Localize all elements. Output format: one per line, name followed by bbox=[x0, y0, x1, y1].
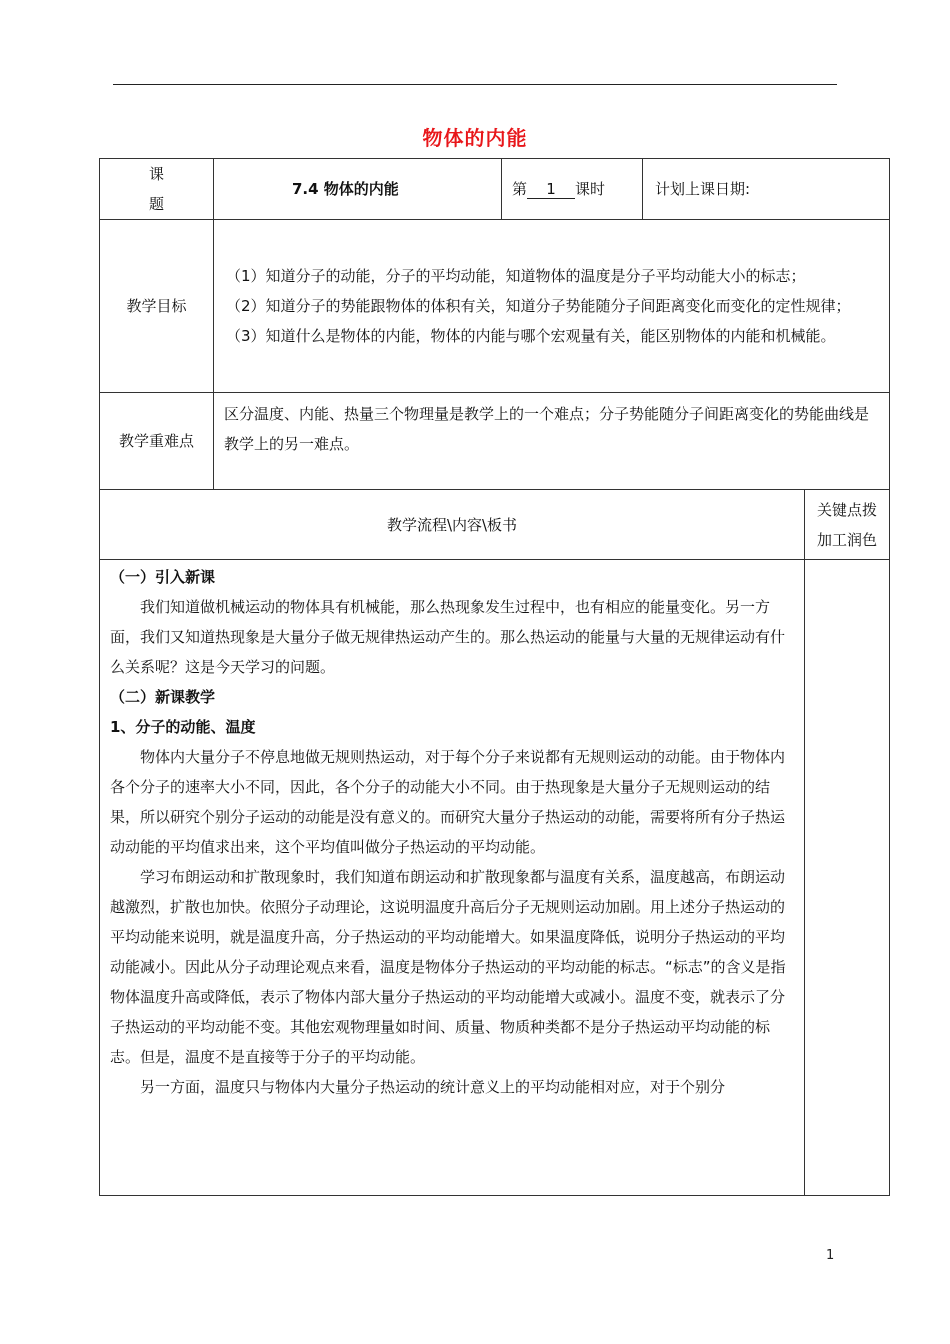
goals-row bbox=[100, 220, 890, 393]
difficulty-content: 区分温度、内能、热量三个物理量是教学上的一个难点；分子势能随分子间距离变化的势能曲线是教学上的另一难点。 bbox=[214, 393, 890, 490]
goal-item: （1）知道分子的动能，分子的平均动能，知道物体的温度是分子平均动能大小的标志； bbox=[226, 267, 806, 285]
subsection-title: 1、分子的动能、温度 bbox=[110, 718, 256, 736]
lesson-prefix: 第 bbox=[512, 180, 528, 198]
goals-label: 教学目标 bbox=[100, 220, 214, 393]
key-points-column bbox=[805, 560, 890, 1196]
flow-header: 教学流程\内容\板书 bbox=[100, 490, 805, 560]
lesson-number: 1 bbox=[527, 180, 575, 199]
topic-row bbox=[100, 159, 890, 220]
page-number: 1 bbox=[826, 1248, 835, 1263]
flow-header-row bbox=[100, 490, 890, 560]
paragraph: 另一方面，温度只与物体内大量分子热运动的统计意义上的平均动能相对应，对于个别分 bbox=[140, 1078, 726, 1096]
lesson-content bbox=[100, 560, 805, 1196]
content-row bbox=[100, 560, 890, 1196]
paragraph: 我们知道做机械运动的物体具有机械能，那么热现象发生过程中，也有相应的能量变化。另一方面，我们又知道热现象是大量分子做无规律热运动产生的。那么热运动的能量与大量的无规律运动有什么关系呢？这是今天学习的问题。 bbox=[110, 598, 786, 676]
goal-item: （3）知道什么是物体的内能，物体的内能与哪个宏观量有关，能区别物体的内能和机械能。 bbox=[226, 327, 836, 345]
topic-value: 7.4 物体的内能 bbox=[214, 159, 502, 220]
key-points-header bbox=[805, 490, 890, 560]
goals-content bbox=[214, 220, 890, 393]
section-title: （二）新课教学 bbox=[110, 688, 216, 706]
paragraph: 学习布朗运动和扩散现象时，我们知道布朗运动和扩散现象都与温度有关系，温度越高，布朗运动越激烈，扩散也加快。依照分子动理论，这说明温度升高后分子无规则运动加剧。用上述分子热运动的平均动能来说明，就是温度升高，分子热运动的平均动能增大。如果温度降低，说明分子热运动的平均动能减小。因此从分子动理论观点来看，温度是物体分子热运动的平均动能的标志。“标志”的含义是指物体温度升高或降低，表示了物体内部大量分子热运动的平均动能增大或减小。温度不变，就表示了分子热运动的平均动能不变。其他宏观物理量如时间、质量、物质种类都不是分子热运动平均动能的标志。但是，温度不是直接等于分子的平均动能。 bbox=[110, 868, 786, 1066]
section-title: （一）引入新课 bbox=[110, 568, 216, 586]
plan-date-label: 计划上课日期: bbox=[643, 159, 890, 220]
difficulty-label: 教学重难点 bbox=[100, 393, 214, 490]
lesson-count bbox=[502, 159, 643, 220]
key-header-line: 关键点拨 bbox=[816, 500, 877, 519]
difficulty-row bbox=[100, 393, 890, 490]
topic-label: 课 题 bbox=[100, 159, 214, 220]
key-header-line: 加工润色 bbox=[816, 530, 877, 549]
goal-item: （2）知道分子的势能跟物体的体积有关，知道分子势能随分子间距离变化而变化的定性规律； bbox=[226, 297, 851, 315]
paragraph: 物体内大量分子不停息地做无规则热运动，对于每个分子来说都有无规则运动的动能。由于物体内各个分子的速率大小不同，因此，各个分子的动能大小不同。由于热现象是大量分子无规则运动的结果，所以研究个别分子运动的动能是没有意义的。而研究大量分子热运动的动能，需要将所有分子热运动动能的平均值求出来，这个平均值叫做分子热运动的平均动能。 bbox=[110, 748, 786, 856]
document-title: 物体的内能 bbox=[422, 126, 528, 150]
header-rule bbox=[113, 84, 837, 85]
lesson-suffix: 课时 bbox=[575, 180, 606, 198]
lesson-plan-table bbox=[99, 158, 890, 1196]
